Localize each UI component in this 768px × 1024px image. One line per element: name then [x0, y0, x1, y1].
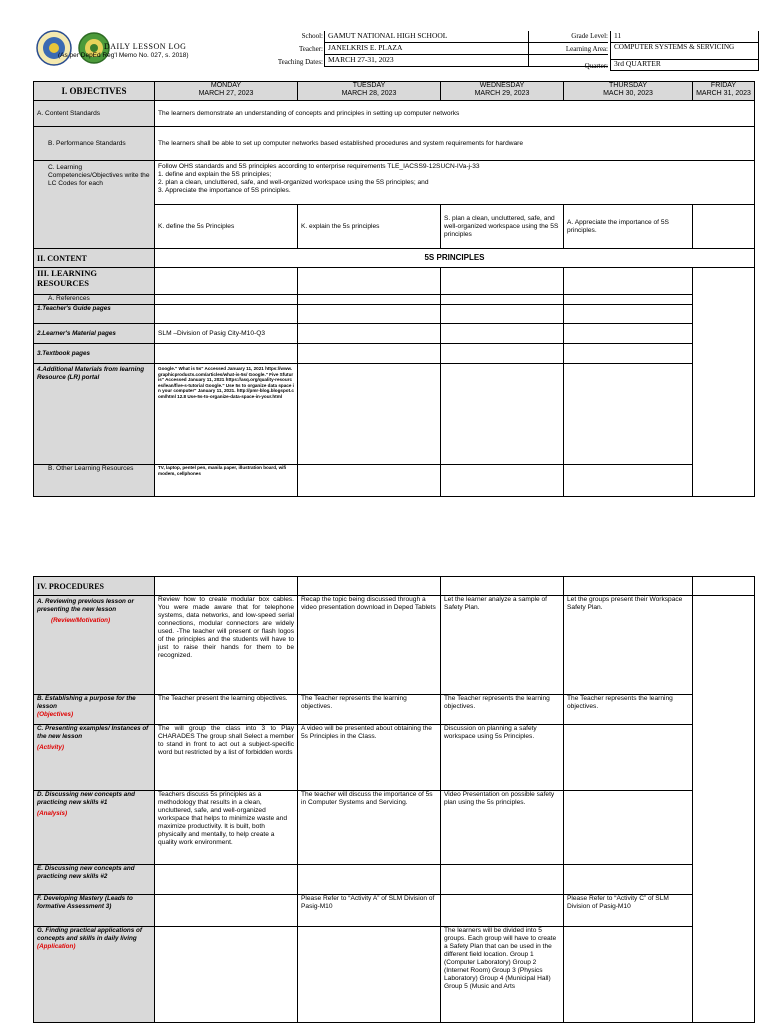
procedure-tag: (Application) — [37, 943, 76, 950]
procedure-g-monday — [155, 927, 298, 1023]
procedure-g-wednesday: The learners will be divided into 5 groups. Each group will have to create a Safety Plan that can be used in the different field location. Group 1 (Computer Laboratory) Group 2 (Internet Room) Group 3 (Physics Laboratory) Group 4 (Municipal Hall) Group 5 (Music and Arts — [441, 927, 564, 1023]
dates-label: Teaching Dates: — [277, 58, 323, 66]
procedure-label-text: F. Developing Mastery (Leads to formative Assessment 3) — [37, 895, 133, 910]
day-date: MARCH 27, 2023 — [198, 90, 254, 97]
procedure-label-text: E. Discussing new concepts and practicing new skills #2 — [37, 865, 135, 880]
procedure-label-text: D. Discussing new concepts and practicing new skills #1 — [37, 791, 135, 806]
quarter-value: 3rd QUARTER — [610, 59, 759, 71]
content-standards-text: The learners demonstrate an understanding of concepts and principles in setting up computer networks — [155, 101, 755, 127]
day-name: WEDNESDAY — [479, 82, 525, 89]
procedure-g-label — [34, 927, 155, 1023]
lc-monday: K. define the 5s Principles — [155, 205, 298, 249]
procedure-f-tuesday: Please Refer to “Activity A” of SLM Division of Pasig-M10 — [298, 895, 441, 927]
learning-competencies-text — [155, 161, 755, 205]
procedure-d-wednesday: Video Presentation on possible safety plan using the 5s principles. — [441, 791, 564, 865]
content-heading: II. CONTENT — [34, 249, 155, 268]
day-name: TUESDAY — [352, 82, 386, 89]
teacher-value: JANELKRIS E. PLAZA — [324, 43, 529, 55]
procedure-d-tuesday: The teacher will discuss the importance of 5s in Computer Systems and Servicing. — [298, 791, 441, 865]
area-value: COMPUTER SYSTEMS & SERVICING — [610, 43, 759, 60]
objectives-heading: I. OBJECTIVES — [34, 82, 155, 101]
dll-memo: (As per DepEd Reg'l Memo No. 027, s. 2018) — [58, 52, 189, 59]
procedure-b-thursday: The Teacher represents the learning objectives. — [564, 695, 693, 725]
dates-value: MARCH 27-31, 2023 — [324, 55, 529, 67]
lc-line: 2. plan a clean, uncluttered, safe, and well-organized workspace using the 5S principles; and — [158, 179, 429, 186]
procedure-a-tuesday: Recap the topic being discussed through a video presentation download in Deped Tablets — [298, 596, 441, 695]
procedure-a-label — [34, 596, 155, 695]
procedure-c-thursday — [564, 725, 693, 791]
resources-heading: III. LEARNING RESOURCES — [34, 268, 155, 295]
procedure-f-wednesday — [441, 895, 564, 927]
procedures-heading: IV. PROCEDURES — [34, 577, 155, 596]
day-friday — [693, 82, 755, 101]
procedure-label-text: C. Presenting examples/ Instances of the new lesson — [37, 725, 149, 740]
procedure-c-tuesday: A video will be presented about obtaining the 5s Principles in the Class. — [298, 725, 441, 791]
additional-materials-monday: Google." What is 5s" Accessed January 11, 2021 https://www.graphicproducts.com/articles/what-is-5s/ Google." Five Sfuturis" Accessed January 11, 2021 https://asq.org/quality-resources/lean/five-s-tutorial Google." Use 5s to organize data space in your computer" January 11, 2021. http://pmr-blog.blogspot.com/html 12.8 Use-5s-to-organize-data-space-in-your.html — [155, 364, 298, 465]
procedure-tag: (Activity) — [37, 744, 64, 751]
lc-line: Follow OHS standards and 5S principles according to enterprise requirements TLE_IACSS9-12SUCN-IVa-j-33 — [158, 163, 480, 170]
procedure-g-tuesday — [298, 927, 441, 1023]
procedure-b-wednesday: The Teacher represents the learning objectives. — [441, 695, 564, 725]
day-thursday — [564, 82, 693, 101]
additional-materials-label: 4.Additional Materials from learning Resource (LR) portal — [34, 364, 155, 465]
content-text: 5S PRINCIPLES — [155, 249, 755, 268]
procedure-e-thursday — [564, 865, 693, 895]
procedure-e-tuesday — [298, 865, 441, 895]
procedure-e-monday — [155, 865, 298, 895]
procedure-tag: (Review/Motivation) — [51, 617, 111, 624]
teacher-label: Teacher: — [299, 45, 323, 53]
day-monday — [155, 82, 298, 101]
procedure-d-monday: Teachers discuss 5s principles as a methodology that results in a clean, uncluttered, safe, and well-organized workspace that helps to minimize waste and maximize productivity. It is built, both physically and mentally, to help create a quality work environment. — [155, 791, 298, 865]
other-resources-monday: TV, laptop, pentel pen, manila paper, illustration board, wifi modem, cellphones — [155, 465, 298, 497]
other-resources-label: B. Other Learning Resources — [34, 465, 155, 497]
lc-wednesday: S. plan a clean, uncluttered, safe, and well-organized workspace using the 5S principles — [441, 205, 564, 249]
procedure-d-thursday — [564, 791, 693, 865]
procedures-table — [33, 576, 755, 1023]
performance-standards-text: The learners shall be able to set up computer networks based established procedures and system requirements for hardware — [155, 127, 755, 161]
lc-tuesday: K. explain the 5s principles — [298, 205, 441, 249]
lc-line: 1. define and explain the 5S principles; — [158, 171, 272, 178]
procedure-label-text: G. Finding practical applications of concepts and skills in daily living — [37, 927, 142, 942]
day-name: MONDAY — [210, 82, 242, 89]
day-wednesday — [441, 82, 564, 101]
procedure-c-label — [34, 725, 155, 791]
procedure-e-label — [34, 865, 155, 895]
procedure-b-tuesday: The Teacher represents the learning objectives. — [298, 695, 441, 725]
day-name: FRIDAY — [710, 82, 737, 89]
procedure-f-thursday: Please Refer to “Activity C” of SLM Division of Pasig-M10 — [564, 895, 693, 927]
procedure-a-wednesday: Let the learner analyze a sample of Safety Plan. — [441, 596, 564, 695]
learners-material-label: 2.Learner's Material pages — [34, 324, 155, 344]
school-info — [218, 32, 758, 80]
lc-friday — [693, 205, 755, 249]
procedure-g-thursday — [564, 927, 693, 1023]
learning-competencies-label: C. Learning Competencies/Objectives write the LC Codes for each — [34, 161, 155, 249]
quarter-label: Quarter: — [584, 62, 608, 70]
procedure-label-text: A. Reviewing previous lesson or presenting the new lesson — [37, 598, 134, 613]
objectives-table — [33, 81, 755, 497]
procedure-f-monday — [155, 895, 298, 927]
procedure-f-label — [34, 895, 155, 927]
lc-line: 3. Appreciate the importance of 5S principles. — [158, 187, 291, 194]
grade-label: Grade Level: — [571, 32, 608, 40]
procedure-a-thursday: Let the groups present their Workspace Safety Plan. — [564, 596, 693, 695]
day-date: MARCH 31, 2023 — [696, 90, 751, 97]
procedure-c-monday: The will group the class into 3 to Play CHARADES The group shall Select a member to stand in front to act out a subject-specific word but restricted by a list of forbidden words — [155, 725, 298, 791]
teachers-guide-label: 1.Teacher's Guide pages — [34, 305, 155, 324]
procedure-e-wednesday — [441, 865, 564, 895]
dll-title: DAILY LESSON LOG — [104, 42, 187, 51]
lc-thursday: A. Appreciate the importance of 5S principles. — [564, 205, 693, 249]
school-value: GAMUT NATIONAL HIGH SCHOOL — [324, 31, 529, 43]
area-label: Learning Area: — [565, 45, 608, 53]
procedure-b-monday: The Teacher present the learning objectives. — [155, 695, 298, 725]
day-name: THURSDAY — [609, 82, 647, 89]
procedure-d-label — [34, 791, 155, 865]
content-standards-label: A. Content Standards — [34, 101, 155, 127]
deped-seal-icon — [36, 30, 72, 66]
day-date: MACH 30, 2023 — [603, 90, 653, 97]
procedure-b-label — [34, 695, 155, 725]
day-tuesday — [298, 82, 441, 101]
school-label: School: — [301, 32, 323, 40]
procedure-tag: (Analysis) — [37, 810, 68, 817]
dll-header — [0, 28, 768, 84]
textbook-label: 3.Textbook pages — [34, 344, 155, 364]
procedure-c-wednesday: Discussion on planning a safety workspace using 5s Principles. — [441, 725, 564, 791]
procedure-a-monday: Review how to create modular box cables. You were made aware that for telephone systems, data networks, and low-speed serial connections, modular connectors are widely used. -The teacher will present or flash logos of the principles and the students will have to just to raise their hands for them to be recognized. — [155, 596, 298, 695]
day-date: MARCH 28, 2023 — [341, 90, 397, 97]
day-date: MARCH 29, 2023 — [474, 90, 530, 97]
grade-value: 11 — [610, 31, 759, 43]
learners-material-monday: SLM –Division of Pasig City-M10-Q3 — [155, 324, 298, 344]
references-label: A. References — [34, 295, 155, 305]
procedure-label-text: B. Establishing a purpose for the lesson — [37, 695, 136, 710]
procedure-tag: (Objectives) — [37, 711, 74, 718]
performance-standards-label: B. Performance Standards — [34, 127, 155, 161]
